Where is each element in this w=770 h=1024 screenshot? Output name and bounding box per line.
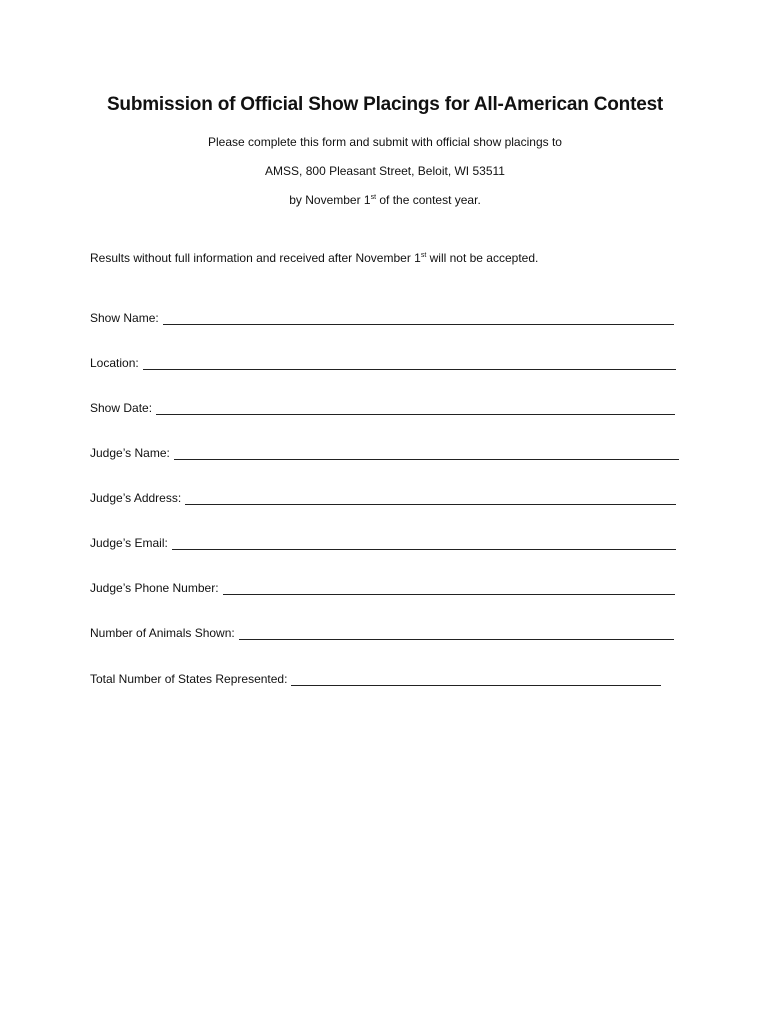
judge-address-field[interactable] <box>185 492 676 505</box>
notice-ordinal: st <box>420 252 427 259</box>
deadline-line <box>0 193 770 207</box>
states-represented-row <box>90 670 661 686</box>
animals-shown-field[interactable] <box>239 627 674 640</box>
deadline-text-end: of the contest year. <box>376 193 481 207</box>
location-row <box>90 354 676 370</box>
judge-name-label: Judge’s Name: <box>90 446 170 460</box>
notice-text: Results without full information and received after November 1 <box>90 251 421 265</box>
states-represented-field[interactable] <box>291 673 661 686</box>
judge-name-field[interactable] <box>174 447 679 460</box>
animals-shown-row <box>90 624 674 640</box>
show-name-row <box>90 309 674 325</box>
judge-email-row <box>90 534 676 550</box>
location-label: Location: <box>90 356 139 370</box>
show-name-label: Show Name: <box>90 311 159 325</box>
intro-instructions: Please complete this form and submit with official show placings to <box>208 135 562 149</box>
animals-shown-label: Number of Animals Shown: <box>90 626 235 640</box>
judge-address-row <box>90 489 676 505</box>
judge-address-label: Judge’s Address: <box>90 491 182 505</box>
judge-name-row <box>90 444 679 460</box>
judge-email-label: Judge’s Email: <box>90 536 168 550</box>
show-date-label: Show Date: <box>90 401 153 415</box>
judge-phone-field[interactable] <box>223 582 675 595</box>
deadline-text: by November 1 <box>289 193 371 207</box>
show-date-row <box>90 399 675 415</box>
judge-phone-row <box>90 579 675 595</box>
location-field[interactable] <box>143 357 676 370</box>
notice-text-end: will not be accepted. <box>426 251 539 265</box>
states-represented-label: Total Number of States Represented: <box>90 672 288 686</box>
judge-phone-label: Judge’s Phone Number: <box>90 581 219 595</box>
acceptance-notice <box>90 251 538 265</box>
judge-email-field[interactable] <box>172 537 676 550</box>
deadline-ordinal: st <box>370 194 377 201</box>
show-name-field[interactable] <box>163 312 674 325</box>
page-title: Submission of Official Show Placings for All-American Contest <box>106 94 664 115</box>
show-date-field[interactable] <box>156 402 675 415</box>
mailing-address: AMSS, 800 Pleasant Street, Beloit, WI 53511 <box>265 164 505 178</box>
